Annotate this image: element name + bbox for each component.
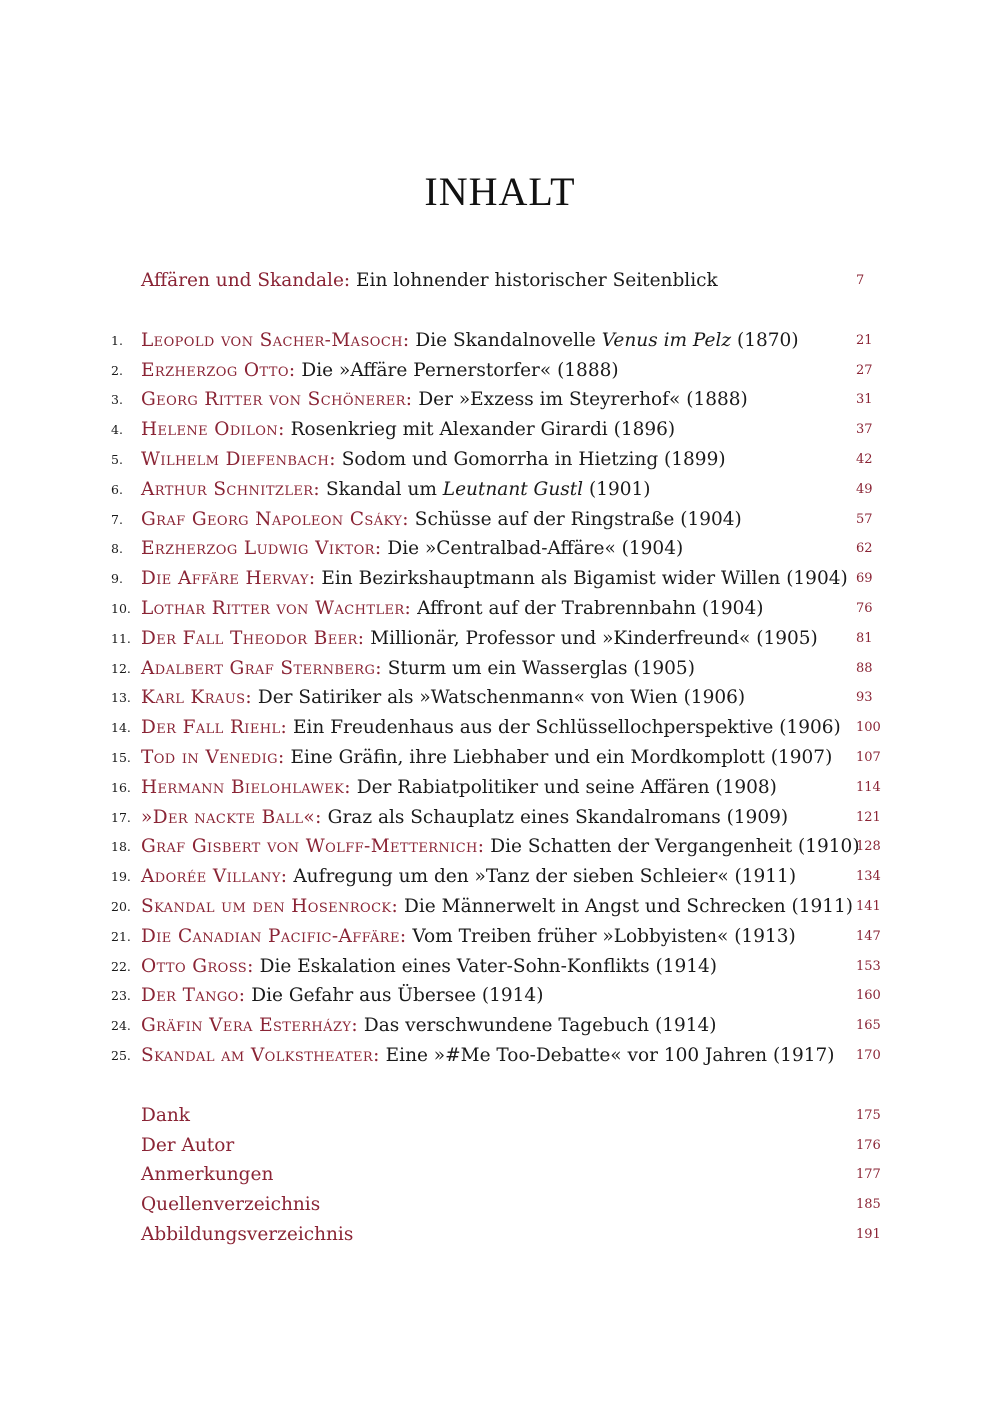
- toc-entry-text: [141, 683, 745, 713]
- toc-entry-description: Die Schatten der Vergangenheit (1910): [484, 836, 860, 858]
- toc-page-number: 88: [856, 660, 873, 676]
- toc-page-number: 76: [856, 600, 873, 616]
- toc-entry-text: [141, 773, 777, 803]
- toc-entry-description: Ein Freudenhaus aus der Schlüssellochperspektive (1906): [287, 717, 841, 739]
- toc-entry-description: Die »Affäre Pernerstorfer« (1888): [295, 359, 619, 381]
- toc-chapter-number: 5.: [111, 451, 123, 467]
- toc-entry[interactable]: [0, 862, 1000, 892]
- chapter-list: [0, 326, 1000, 1071]
- toc-entry[interactable]: [0, 654, 1000, 684]
- toc-chapter-number: 12.: [111, 660, 131, 676]
- page-title: INHALT: [424, 169, 576, 214]
- toc-page-number: 93: [856, 690, 873, 706]
- toc-page-number: 170: [856, 1047, 881, 1063]
- toc-chapter-number: 11.: [111, 630, 131, 646]
- toc-entry-description: Millionär, Professor und »Kinderfreund« (1905): [364, 627, 818, 649]
- toc-page-number: 114: [856, 779, 881, 795]
- toc-appendix-label: Der Autor: [141, 1134, 235, 1156]
- toc-appendix-entry[interactable]: [0, 1131, 1000, 1161]
- toc-entry-intro[interactable]: [0, 266, 1000, 296]
- toc-entry-text: [141, 892, 853, 922]
- toc-chapter-number: 23.: [111, 988, 131, 1004]
- toc-entry-text: [141, 624, 818, 654]
- table-of-contents: [0, 266, 1000, 1250]
- toc-page-number: 107: [856, 749, 881, 765]
- toc-entry-text: [141, 505, 742, 535]
- toc-entry-text: [141, 862, 796, 892]
- toc-entry[interactable]: [0, 683, 1000, 713]
- toc-entry-description: Die Eskalation eines Vater-Sohn-Konflikts (1914): [253, 955, 717, 977]
- toc-entry-description: Ein Bezirkshauptmann als Bigamist wider Willen (1904): [315, 568, 848, 590]
- toc-entry-heading: Die Affäre Hervay:: [141, 568, 316, 590]
- toc-entry-heading: Erzherzog Ludwig Viktor:: [141, 538, 382, 560]
- toc-entry-text: [141, 356, 619, 386]
- toc-entry-text: [141, 1041, 834, 1071]
- toc-entry-description: Das verschwundene Tagebuch (1914): [358, 1015, 717, 1037]
- toc-entry-text: [141, 713, 841, 743]
- toc-entry[interactable]: [0, 475, 1000, 505]
- toc-page-number: 141: [856, 898, 881, 914]
- toc-entry[interactable]: [0, 356, 1000, 386]
- toc-entry[interactable]: [0, 594, 1000, 624]
- toc-entry-heading: Gräfin Vera Esterházy:: [141, 1015, 359, 1037]
- toc-chapter-number: 6.: [111, 481, 123, 497]
- toc-entry[interactable]: [0, 892, 1000, 922]
- toc-entry[interactable]: [0, 445, 1000, 475]
- toc-entry-text: [141, 475, 651, 505]
- toc-entry-description: Rosenkrieg mit Alexander Girardi (1896): [284, 419, 676, 441]
- toc-entry[interactable]: [0, 981, 1000, 1011]
- toc-entry-heading: »Der nackte Ball«:: [141, 806, 322, 828]
- toc-page-number: 57: [856, 511, 873, 527]
- toc-entry-description: Vom Treiben früher »Lobbyisten« (1913): [406, 925, 796, 947]
- toc-chapter-number: 2.: [111, 362, 123, 378]
- toc-entry-heading: Wilhelm Diefenbach:: [141, 448, 336, 470]
- toc-page-number: 49: [856, 481, 873, 497]
- toc-entry-heading: Tod in Venedig:: [141, 746, 285, 768]
- toc-entry-text: [141, 981, 543, 1011]
- toc-entry-year: (1901): [583, 478, 651, 500]
- toc-entry-description: Der Rabiatpolitiker und seine Affären (1908): [350, 776, 777, 798]
- toc-page-number: 185: [856, 1197, 881, 1213]
- toc-entry-description: Sturm um ein Wasserglas (1905): [381, 657, 695, 679]
- toc-page-number: 27: [856, 362, 873, 378]
- toc-chapter-number: 22.: [111, 958, 131, 974]
- toc-entry-text: [141, 534, 683, 564]
- toc-entry-description: Skandal um: [320, 478, 443, 500]
- toc-page-number: 31: [856, 392, 873, 408]
- toc-entry[interactable]: [0, 773, 1000, 803]
- toc-chapter-number: 13.: [111, 690, 131, 706]
- toc-chapter-number: 18.: [111, 839, 131, 855]
- toc-appendix-label: Abbildungsverzeichnis: [141, 1223, 354, 1245]
- toc-entry-text: [141, 385, 748, 415]
- toc-entry[interactable]: [0, 832, 1000, 862]
- toc-entry-heading: Lothar Ritter von Wachtler:: [141, 597, 412, 619]
- toc-chapter-number: 10.: [111, 600, 131, 616]
- toc-entry-heading: Leopold von Sacher-Masoch:: [141, 329, 410, 351]
- toc-entry-heading: Die Canadian Pacific-Affäre:: [141, 925, 407, 947]
- toc-chapter-number: 25.: [111, 1047, 131, 1063]
- toc-entry-heading: Der Fall Riehl:: [141, 717, 288, 739]
- toc-entry[interactable]: [0, 624, 1000, 654]
- toc-entry[interactable]: [0, 534, 1000, 564]
- toc-entry-title-italic: Venus im Pelz: [601, 329, 732, 351]
- toc-page-number: 165: [856, 1018, 881, 1034]
- toc-entry-heading: Helene Odilon:: [141, 419, 285, 441]
- toc-appendix-label: Quellenverzeichnis: [141, 1194, 321, 1216]
- toc-entry-heading: Der Tango:: [141, 985, 246, 1007]
- toc-entry-heading: Karl Kraus:: [141, 687, 253, 709]
- toc-page-number: 191: [856, 1226, 881, 1242]
- spacer: [0, 1071, 1000, 1101]
- toc-appendix-entry[interactable]: [0, 1160, 1000, 1190]
- toc-entry-text: [141, 266, 718, 296]
- toc-entry[interactable]: [0, 952, 1000, 982]
- toc-entry-description: Der »Exzess im Steyrerhof« (1888): [412, 389, 748, 411]
- toc-entry-heading: Adalbert Graf Sternberg:: [141, 657, 382, 679]
- toc-page-number: 128: [856, 839, 881, 855]
- toc-entry-text: [141, 594, 763, 624]
- toc-page-number: 147: [856, 928, 881, 944]
- toc-page-number: 160: [856, 988, 881, 1004]
- toc-page-number: 62: [856, 541, 873, 557]
- toc-entry-text: [141, 743, 832, 773]
- toc-entry-text: [141, 922, 796, 952]
- toc-entry[interactable]: [0, 385, 1000, 415]
- toc-page-number: 175: [856, 1107, 881, 1123]
- toc-page-number: 121: [856, 809, 881, 825]
- toc-entry[interactable]: [0, 713, 1000, 743]
- toc-entry[interactable]: [0, 743, 1000, 773]
- toc-entry-description: Die »Centralbad-Affäre« (1904): [381, 538, 684, 560]
- toc-chapter-number: 9.: [111, 571, 123, 587]
- toc-entry-text: [141, 445, 726, 475]
- toc-entry-description: Die Männerwelt in Angst und Schrecken (1911): [398, 895, 854, 917]
- toc-page-number: 100: [856, 720, 881, 736]
- toc-entry[interactable]: [0, 803, 1000, 833]
- toc-entry-heading: Graf Gisbert von Wolff-Metternich:: [141, 836, 485, 858]
- toc-entry-description: Sodom und Gomorrha in Hietzing (1899): [335, 448, 726, 470]
- toc-page-number: 177: [856, 1167, 881, 1183]
- toc-entry-text: [141, 803, 788, 833]
- toc-chapter-number: 4.: [111, 422, 123, 438]
- toc-entry-description: Graz als Schauplatz eines Skandalromans (1909): [321, 806, 789, 828]
- toc-appendix-label: Dank: [141, 1104, 190, 1126]
- toc-entry-description: Affront auf der Trabrennbahn (1904): [411, 597, 764, 619]
- toc-chapter-number: 3.: [111, 392, 123, 408]
- toc-entry-heading: Georg Ritter von Schönerer:: [141, 389, 413, 411]
- toc-entry[interactable]: [0, 326, 1000, 356]
- toc-chapter-number: 8.: [111, 541, 123, 557]
- toc-chapter-number: 20.: [111, 898, 131, 914]
- toc-chapter-number: 19.: [111, 869, 131, 885]
- toc-entry-description: Die Gefahr aus Übersee (1914): [245, 985, 544, 1007]
- toc-entry-description: Schüsse auf der Ringstraße (1904): [408, 508, 742, 530]
- toc-entry-heading: Erzherzog Otto:: [141, 359, 296, 381]
- toc-entry-heading: Skandal am Volkstheater:: [141, 1044, 380, 1066]
- toc-entry-title-italic: Leutnant Gustl: [442, 478, 584, 500]
- toc-page-number: 176: [856, 1137, 881, 1153]
- toc-page-number: 21: [856, 332, 873, 348]
- toc-entry[interactable]: [0, 922, 1000, 952]
- toc-entry-heading: Graf Georg Napoleon Csáky:: [141, 508, 409, 530]
- toc-page-number: 37: [856, 422, 873, 438]
- toc-chapter-number: 1.: [111, 332, 123, 348]
- toc-entry-description: Eine Gräfin, ihre Liebhaber und ein Mordkomplott (1907): [284, 746, 833, 768]
- toc-entry-heading: Otto Gross:: [141, 955, 254, 977]
- toc-page-number: 81: [856, 630, 873, 646]
- toc-entry-description: Aufregung um den »Tanz der sieben Schleier« (1911): [287, 866, 797, 888]
- toc-page-number: 134: [856, 869, 881, 885]
- toc-entry[interactable]: [0, 564, 1000, 594]
- toc-appendix-entry[interactable]: [0, 1220, 1000, 1250]
- toc-entry-heading: Adorée Villany:: [141, 866, 288, 888]
- toc-entry-text: [141, 952, 717, 982]
- toc-entry-heading: Affären und Skandale:: [141, 270, 351, 291]
- toc-entry-heading: Skandal um den Hosenrock:: [141, 895, 399, 917]
- toc-entry-description: Die Skandalnovelle: [409, 329, 602, 351]
- toc-entry[interactable]: [0, 505, 1000, 535]
- toc-entry-text: [141, 415, 675, 445]
- toc-chapter-number: 17.: [111, 809, 131, 825]
- toc-entry-text: [141, 654, 695, 684]
- toc-entry-heading: Der Fall Theodor Beer:: [141, 627, 365, 649]
- toc-entry-text: [141, 1011, 717, 1041]
- toc-entry-text: [141, 564, 848, 594]
- toc-entry[interactable]: [0, 1011, 1000, 1041]
- toc-chapter-number: 14.: [111, 720, 131, 736]
- toc-chapter-number: 21.: [111, 928, 131, 944]
- spacer: [0, 296, 1000, 326]
- toc-chapter-number: 16.: [111, 779, 131, 795]
- toc-entry-heading: Arthur Schnitzler:: [141, 478, 321, 500]
- toc-entry-text: [141, 832, 860, 862]
- toc-appendix-entry[interactable]: [0, 1101, 1000, 1131]
- toc-appendix-entry[interactable]: [0, 1190, 1000, 1220]
- toc-entry-description: Ein lohnender historischer Seitenblick: [350, 270, 718, 291]
- toc-chapter-number: 15.: [111, 749, 131, 765]
- toc-page-number: 42: [856, 451, 873, 467]
- toc-entry-description: Der Satiriker als »Watschenmann« von Wien (1906): [252, 687, 746, 709]
- toc-page-number: 153: [856, 958, 881, 974]
- toc-appendix-label: Anmerkungen: [141, 1164, 274, 1186]
- toc-chapter-number: 24.: [111, 1018, 131, 1034]
- toc-entry[interactable]: [0, 1041, 1000, 1071]
- toc-entry[interactable]: [0, 415, 1000, 445]
- toc-page-number: 7: [856, 273, 865, 288]
- toc-chapter-number: 7.: [111, 511, 123, 527]
- appendix-list: [0, 1101, 1000, 1250]
- toc-entry-heading: Hermann Bielohlawek:: [141, 776, 351, 798]
- toc-page-number: 69: [856, 571, 873, 587]
- toc-entry-year: (1870): [731, 329, 799, 351]
- toc-entry-text: [141, 326, 799, 356]
- toc-entry-description: Eine »#Me Too-Debatte« vor 100 Jahren (1917): [379, 1044, 835, 1066]
